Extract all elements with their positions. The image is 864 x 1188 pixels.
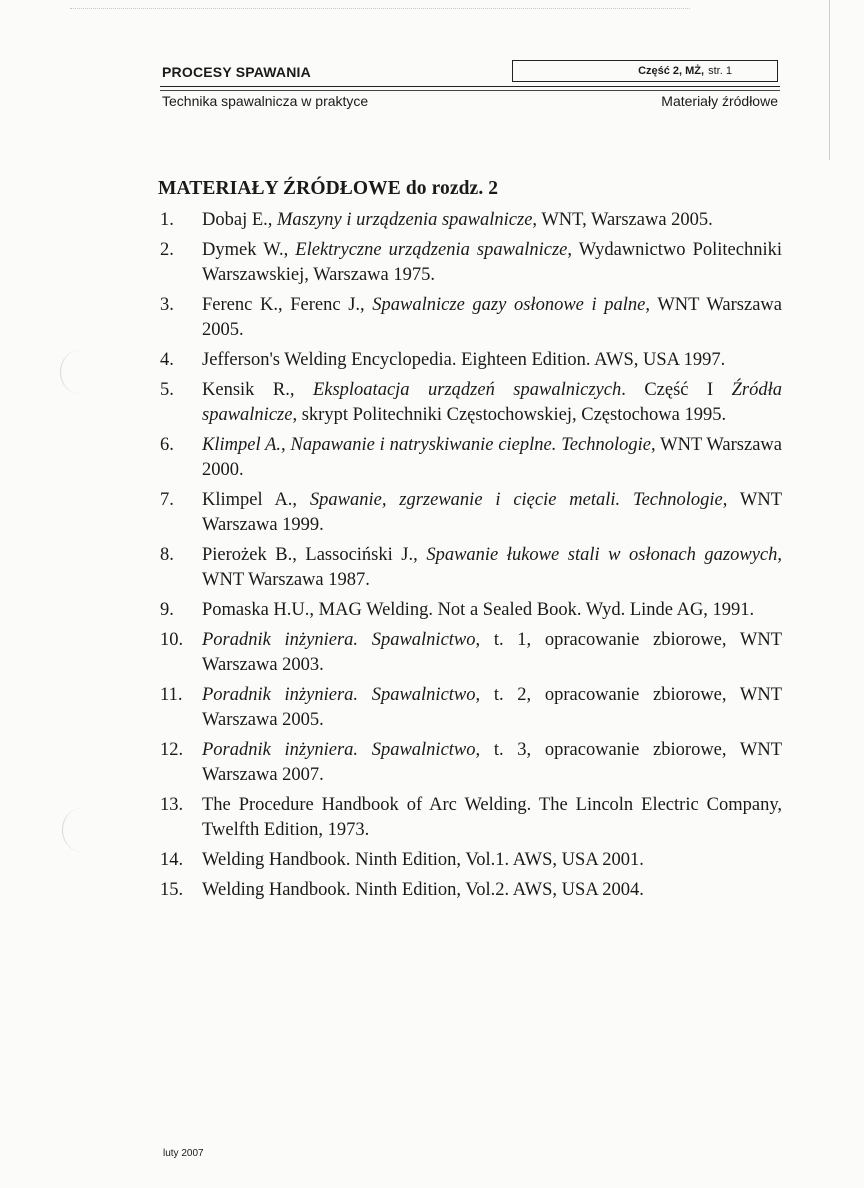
reference-text: Kensik R.,: [202, 380, 313, 400]
scan-edge-top: [70, 8, 690, 9]
reference-text: , WNT Warszawa 1987.: [202, 545, 782, 590]
reference-title: Źródła spawalnicze: [202, 380, 782, 425]
footer-date: luty 2007: [163, 1148, 204, 1159]
reference-number: 5.: [160, 380, 174, 400]
reference-number: 11.: [160, 685, 183, 705]
binder-hole-mark: [62, 808, 101, 852]
reference-number: 2.: [160, 240, 174, 260]
reference-title: Klimpel A., Napawanie i natryskiwanie cieplne. Technologie: [202, 435, 651, 455]
reference-text: Pierożek B., Lassociński J.,: [202, 545, 427, 565]
reference-text: , t. 2, opracowanie zbiorowe, WNT Warszawa 2005.: [202, 685, 782, 730]
reference-title: Spawalnicze gazy osłonowe i palne: [372, 295, 646, 315]
reference-item: [160, 208, 782, 233]
reference-number: 9.: [160, 600, 174, 620]
reference-item: [160, 878, 782, 903]
reference-title: Poradnik inżyniera. Spawalnictwo: [202, 685, 476, 705]
reference-item: [160, 378, 782, 428]
reference-text: , WNT Warszawa 1999.: [202, 490, 782, 535]
reference-item: [160, 348, 782, 373]
reference-number: 3.: [160, 295, 174, 315]
reference-text: Pomaska H.U., MAG Welding. Not a Sealed Book. Wyd. Linde AG, 1991.: [202, 600, 755, 620]
reference-number: 1.: [160, 210, 174, 230]
reference-number: 13.: [160, 795, 184, 815]
reference-title: Poradnik inżyniera. Spawalnictwo: [202, 630, 476, 650]
reference-title: Poradnik inżyniera. Spawalnictwo: [202, 740, 476, 760]
page-header: [160, 60, 780, 109]
reference-text: The Procedure Handbook of Arc Welding. The Lincoln Electric Company, Twelfth Edition, 1973.: [202, 795, 782, 840]
reference-text: , t. 3, opracowanie zbiorowe, WNT Warszawa 2007.: [202, 740, 782, 785]
reference-number: 6.: [160, 435, 174, 455]
page-label: str. 1: [708, 65, 732, 77]
reference-item: [160, 793, 782, 843]
reference-text: Dymek W.,: [202, 240, 296, 260]
reference-number: 10.: [160, 630, 184, 650]
reference-title: Spawanie, zgrzewanie i cięcie metali. Technologie: [309, 490, 723, 510]
header-subtitle-left: Technika spawalnicza w praktyce: [162, 93, 369, 109]
part-page-box: [512, 60, 778, 82]
reference-text: , WNT Warszawa 2005.: [202, 295, 782, 340]
reference-item: [160, 598, 782, 623]
reference-item: [160, 433, 782, 483]
header-subtitle-right: Materiały źródłowe: [661, 93, 778, 109]
reference-title: Elektryczne urządzenia spawalnicze: [295, 240, 568, 260]
part-label: Część 2, MŻ,: [638, 65, 705, 77]
reference-title: Spawanie łukowe stali w osłonach gazowych: [426, 545, 778, 565]
binder-hole-mark: [60, 350, 99, 394]
reference-text: Dobaj E.,: [202, 210, 278, 230]
page-title: MATERIAŁY ŹRÓDŁOWE do rozdz. 2: [158, 178, 499, 199]
reference-item: [160, 738, 782, 788]
reference-text: Welding Handbook. Ninth Edition, Vol.1. AWS, USA 2001.: [202, 850, 644, 870]
reference-text: Jefferson's Welding Encyclopedia. Eighteen Edition. AWS, USA 1997.: [202, 350, 726, 370]
reference-text: , t. 1, opracowanie zbiorowe, WNT Warszawa 2003.: [202, 630, 782, 675]
reference-item: [160, 293, 782, 343]
reference-item: [160, 543, 782, 593]
reference-text: , Wydawnictwo Politechniki Warszawskiej, Warszawa 1975.: [202, 240, 782, 285]
header-rule-thick: [160, 86, 780, 87]
reference-number: 4.: [160, 350, 174, 370]
reference-list: [160, 208, 782, 903]
reference-text: Klimpel A.,: [202, 490, 310, 510]
main-content: [160, 178, 782, 908]
reference-text: . Część I: [621, 380, 732, 400]
reference-item: [160, 238, 782, 288]
reference-number: 15.: [160, 880, 184, 900]
document-series-title: PROCESY SPAWANIA: [162, 64, 311, 80]
scan-edge-right: [829, 0, 830, 160]
reference-text: , WNT Warszawa 2000.: [202, 435, 782, 480]
reference-text: Welding Handbook. Ninth Edition, Vol.2. AWS, USA 2004.: [202, 880, 644, 900]
reference-title: Eksploatacja urządzeń spawalniczych: [312, 380, 622, 400]
reference-item: [160, 488, 782, 538]
reference-item: [160, 628, 782, 678]
reference-item: [160, 683, 782, 733]
reference-item: [160, 848, 782, 873]
header-rule-thin: [160, 90, 780, 91]
reference-number: 8.: [160, 545, 174, 565]
page-footer: [163, 1148, 204, 1159]
reference-title: Maszyny i urządzenia spawalnicze: [277, 210, 533, 230]
reference-text: , skrypt Politechniki Częstochowskiej, Częstochowa 1995.: [292, 405, 727, 425]
reference-number: 14.: [160, 850, 184, 870]
reference-text: , WNT, Warszawa 2005.: [532, 210, 713, 230]
reference-number: 12.: [160, 740, 184, 760]
reference-number: 7.: [160, 490, 174, 510]
reference-text: Ferenc K., Ferenc J.,: [202, 295, 373, 315]
